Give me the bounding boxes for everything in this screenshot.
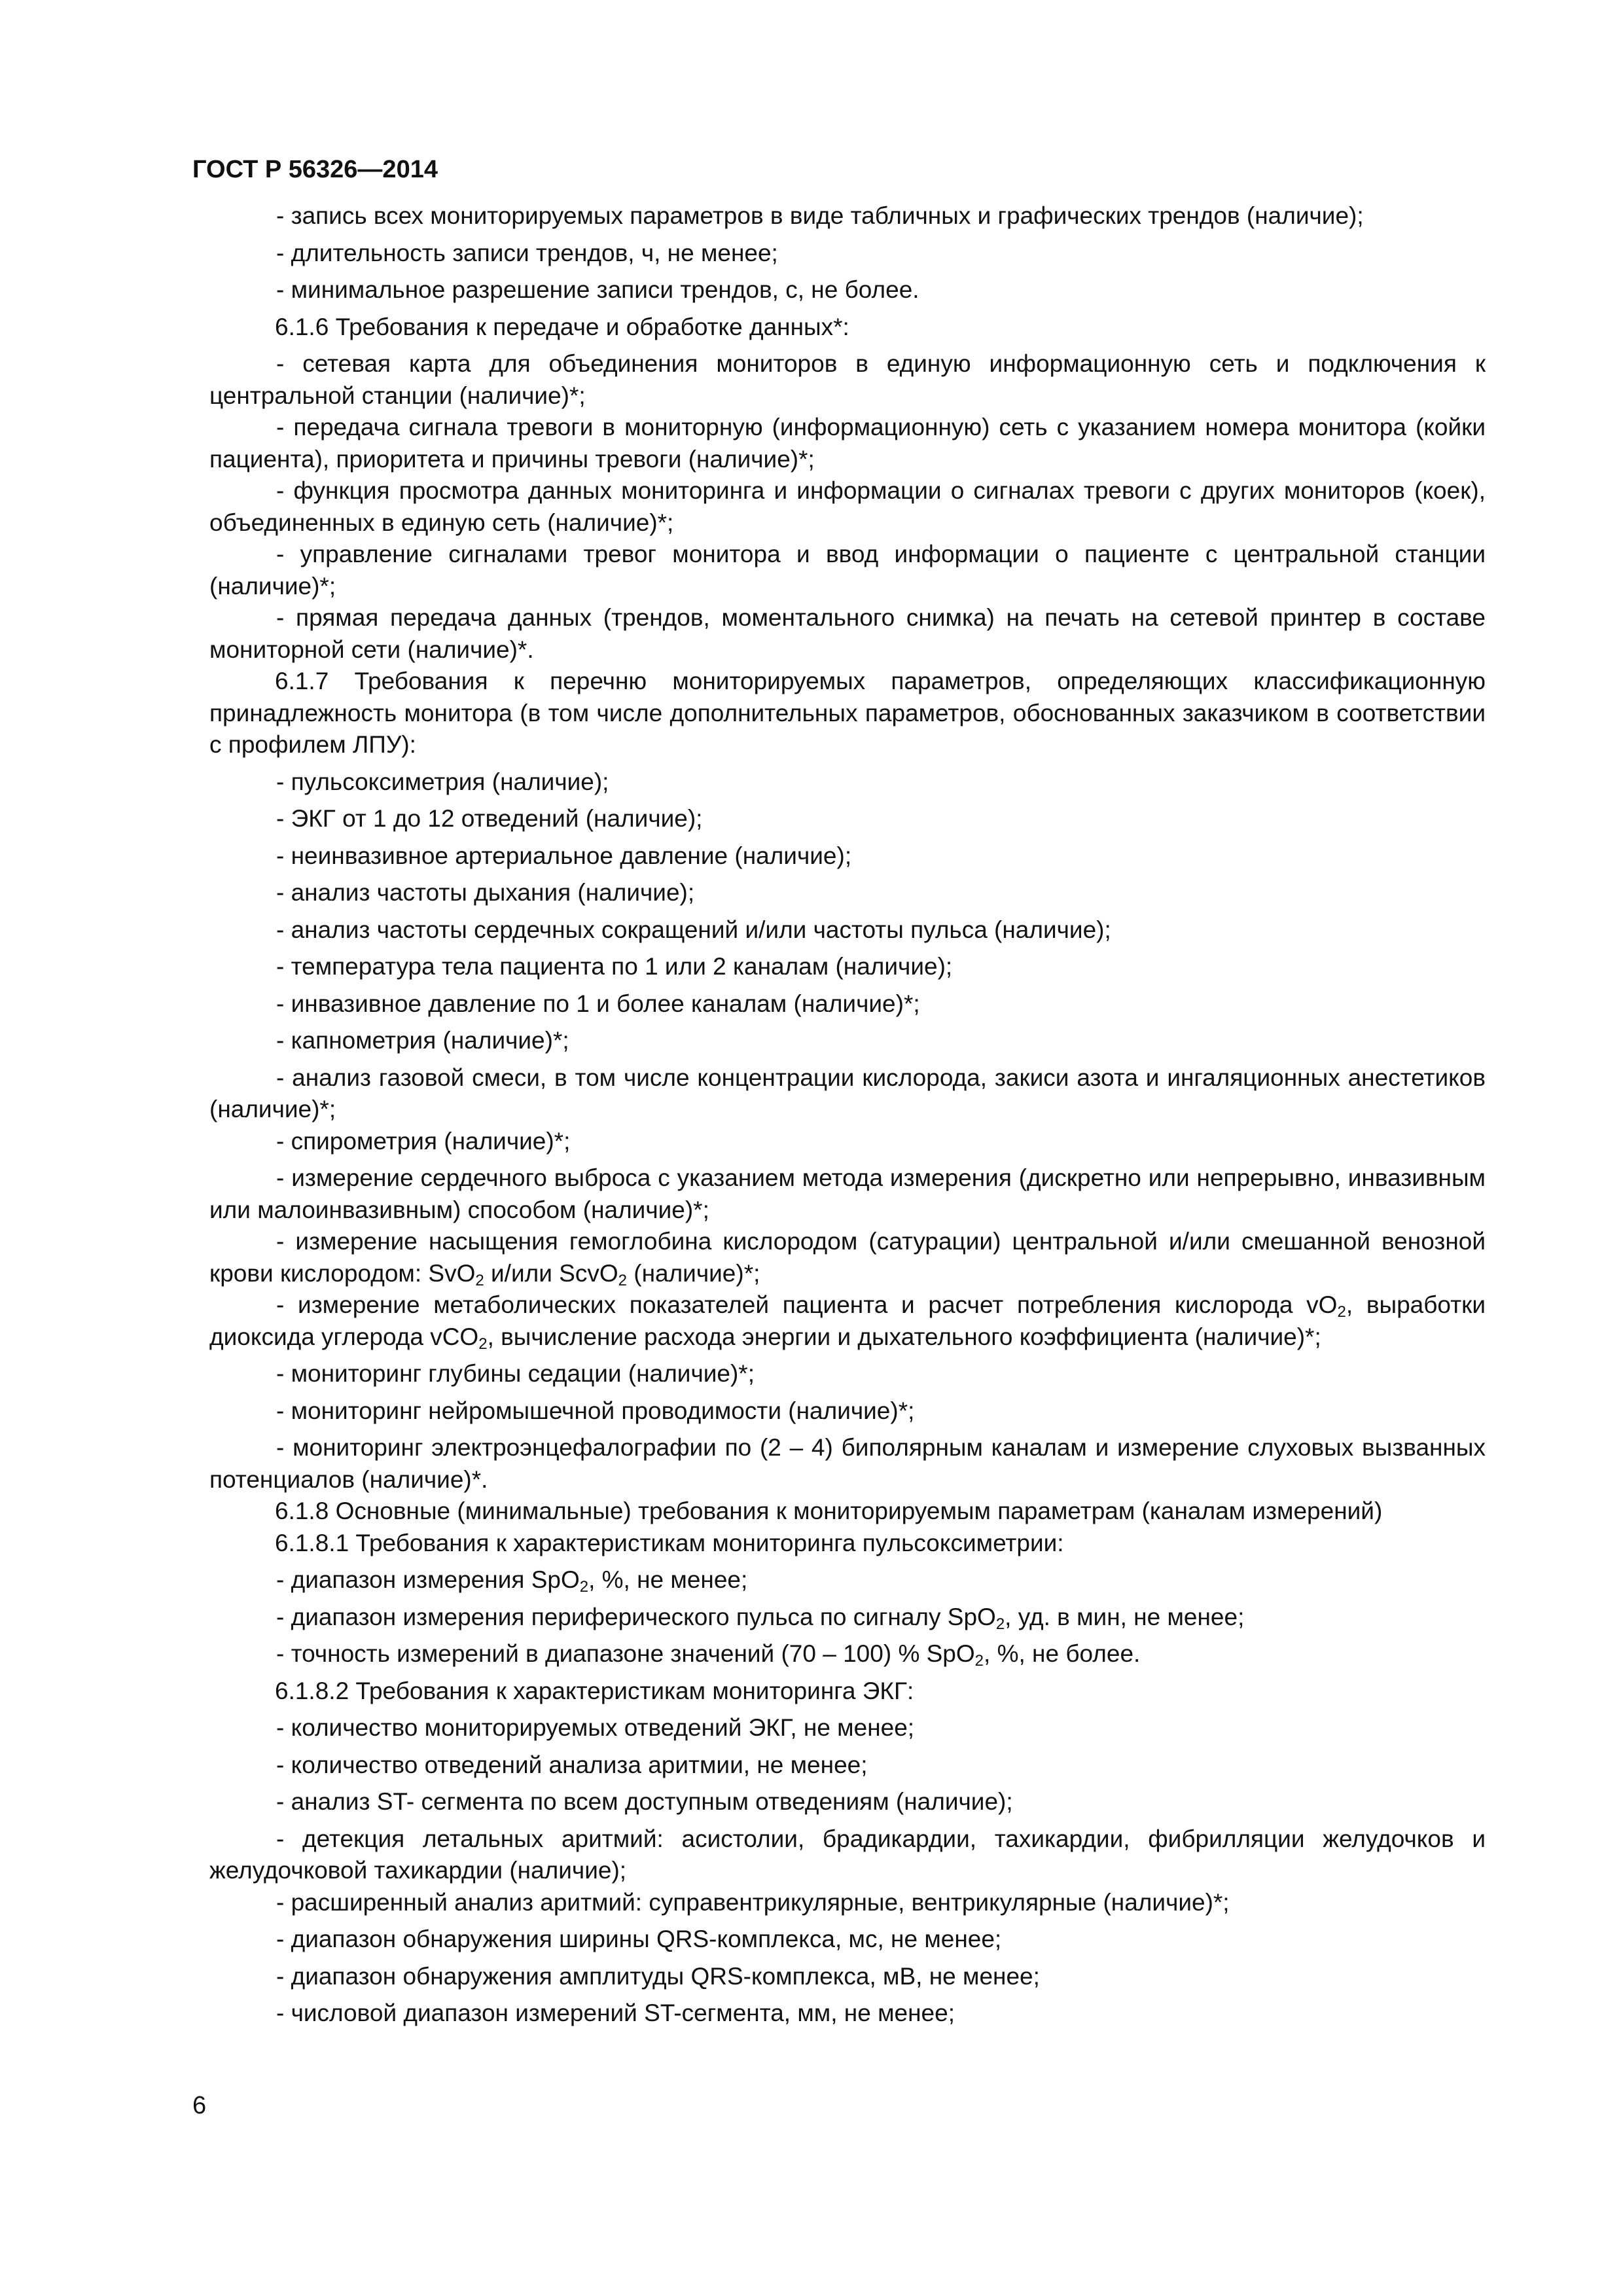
list-item: - анализ ST- сегмента по всем доступным отведениям (наличие); xyxy=(276,1788,1013,1815)
paragraph: - запись всех мониторируемых параметров в виде табличных и графических трендов (наличие); xyxy=(276,202,1364,229)
section-heading: 6.1.8.1 Требования к характеристикам мониторинга пульсоксиметрии: xyxy=(275,1529,1064,1556)
list-item xyxy=(209,1638,1486,1670)
text-run: и/или ScvO xyxy=(484,1259,618,1287)
text-run: - диапазон измерения периферического пульса по сигналу SpO xyxy=(276,1603,996,1630)
text-run: (наличие)*; xyxy=(626,1259,760,1287)
list-item xyxy=(209,1602,1486,1634)
paragraph: - длительность записи трендов, ч, не менее; xyxy=(276,239,778,266)
document-body xyxy=(209,200,1486,2030)
text-run: - измерение метаболических показателей пациента и расчет потребления кислорода vO xyxy=(276,1291,1338,1318)
list-item: - количество мониторируемых отведений ЭКГ, не менее; xyxy=(276,1714,915,1741)
text-run: - измерение насыщения гемоглобина кислородом (сатурации) центральной и/или смешанной венозной крови кислородом: SvO xyxy=(209,1228,1486,1287)
text-run: , уд. в мин, не менее; xyxy=(1005,1603,1245,1630)
text-run: - диапазон измерения SpO xyxy=(276,1566,580,1593)
list-item: - количество отведений анализа аритмии, не менее; xyxy=(276,1751,868,1778)
section-heading: 6.1.8 Основные (минимальные) требования к мониторируемым параметрам (каналам измерений) xyxy=(275,1498,1383,1524)
paragraph: - управление сигналами тревог монитора и ввод информации о пациенте с центральной станции (наличие)*; xyxy=(209,541,1486,600)
document-header: ГОСТ Р 56326—2014 xyxy=(192,156,438,183)
section-heading: 6.1.7 Требования к перечню мониторируемых параметров, определяющих классификационную принадлежность монитора (в том числе дополнительных параметров, обоснованных заказчиком в соответствии с профилем ЛПУ): xyxy=(209,668,1486,758)
list-item: - ЭКГ от 1 до 12 отведений (наличие); xyxy=(276,805,703,832)
paragraph: - минимальное разрешение записи трендов, с, не более. xyxy=(276,276,919,303)
subscript: 2 xyxy=(995,1615,1005,1633)
list-item xyxy=(209,1226,1486,1289)
list-item: - детекция летальных аритмий: асистолии, брадикардии, тахикардии, фибрилляции желудочков и желудочковой тахикардии (наличие); xyxy=(209,1825,1486,1884)
paragraph: - передача сигнала тревоги в мониторную (информационную) сеть с указанием номера монитора (койки пациента), приоритета и причины тревоги (наличие)*; xyxy=(209,414,1486,473)
list-item: - диапазон обнаружения ширины QRS-комплекса, мс, не менее; xyxy=(276,1926,1002,1952)
text-run: - точность измерений в диапазоне значений (70 – 100) % SpO xyxy=(276,1640,975,1667)
list-item: - диапазон обнаружения амплитуды QRS-комплекса, мВ, не менее; xyxy=(276,1962,1040,1990)
list-item: - анализ частоты сердечных сокращений и/или частоты пульса (наличие); xyxy=(276,916,1111,943)
list-item: - числовой диапазон измерений ST-сегмента, мм, не менее; xyxy=(276,2000,955,2026)
list-item: - инвазивное давление по 1 и более каналам (наличие)*; xyxy=(276,990,920,1017)
paragraph: - прямая передача данных (трендов, моментального снимка) на печать на сетевой принтер в составе мониторной сети (наличие)*. xyxy=(209,604,1486,663)
paragraph: - функция просмотра данных мониторинга и информации о сигналах тревоги с других мониторов (коек), объединенных в единую сеть (наличие)*; xyxy=(209,477,1486,536)
subscript: 2 xyxy=(478,1335,488,1353)
subscript: 2 xyxy=(475,1271,484,1289)
text-run: , вычисление расхода энергии и дыхательного коэффициента (наличие)*; xyxy=(487,1323,1321,1350)
list-item: - анализ газовой смеси, в том числе концентрации кислорода, закиси азота и ингаляционных анестетиков (наличие)*; xyxy=(209,1064,1486,1122)
list-item: - мониторинг нейромышечной проводимости (наличие)*; xyxy=(276,1397,915,1424)
list-item: - капнометрия (наличие)*; xyxy=(276,1027,569,1054)
section-heading: 6.1.8.2 Требования к характеристикам мониторинга ЭКГ: xyxy=(275,1677,914,1704)
list-item: - неинвазивное артериальное давление (наличие); xyxy=(276,842,852,869)
list-item xyxy=(209,1564,1486,1596)
section-heading: 6.1.6 Требования к передаче и обработке данных*: xyxy=(275,313,849,340)
subscript: 2 xyxy=(974,1652,984,1670)
list-item xyxy=(209,1289,1486,1353)
text-run: , выработки диоксида углерода vCO xyxy=(209,1291,1486,1350)
subscript: 2 xyxy=(1337,1303,1346,1321)
list-item: - расширенный анализ аритмий: суправентрикулярные, вентрикулярные (наличие)*; xyxy=(276,1888,1230,1916)
list-item: - температура тела пациента по 1 или 2 каналам (наличие); xyxy=(276,953,953,980)
page-number: 6 xyxy=(192,2092,207,2119)
text-run: , %, не более. xyxy=(984,1640,1141,1667)
list-item: - мониторинг глубины седации (наличие)*; xyxy=(276,1360,755,1387)
list-item: - мониторинг электроэнцефалографии по (2 – 4) биполярным каналам и измерение слуховых вызванных потенциалов (наличие)*. xyxy=(209,1434,1486,1493)
text-run: , %, не менее; xyxy=(588,1566,748,1593)
list-item: - измерение сердечного выброса с указанием метода измерения (дискретно или непрерывно, инвазивным или малоинвазивным) способом (наличие)*; xyxy=(209,1164,1486,1223)
list-item: - анализ частоты дыхания (наличие); xyxy=(276,879,695,906)
subscript: 2 xyxy=(579,1578,589,1596)
list-item: - спирометрия (наличие)*; xyxy=(276,1127,571,1155)
subscript: 2 xyxy=(618,1271,627,1289)
list-item: - пульсоксиметрия (наличие); xyxy=(276,768,609,795)
paragraph: - сетевая карта для объединения мониторов в единую информационную сеть и подключения к центральной станции (наличие)*; xyxy=(209,350,1486,409)
